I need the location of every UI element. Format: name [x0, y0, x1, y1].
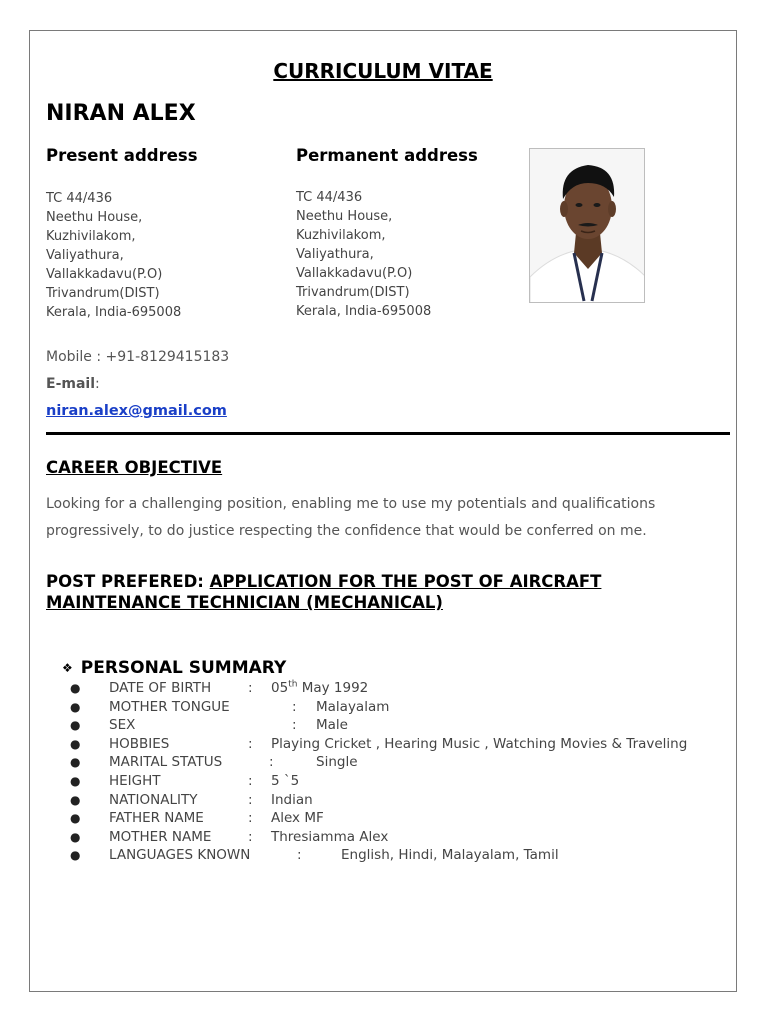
personal-summary-heading — [62, 658, 286, 678]
item-colon: : — [248, 735, 253, 752]
permanent-address-block — [296, 188, 431, 321]
item-colon: : — [269, 754, 274, 771]
item-label: SEX — [109, 717, 136, 734]
post-preferred-value: APPLICATION FOR THE POST OF AIRCRAFT MAINTENANCE TECHNICIAN (MECHANICAL) — [46, 572, 602, 612]
permanent-address-heading: Permanent address — [296, 146, 478, 165]
career-objective-text: Looking for a challenging position, enabling me to use my potentials and qualifications progressively, to do justice respecting the confidence that would be conferred on me. — [46, 496, 656, 539]
address-line: TC 44/436 — [46, 191, 113, 206]
item-colon: : — [297, 847, 302, 864]
bullet-icon: ● — [70, 699, 81, 714]
bullet-icon: ● — [70, 829, 81, 844]
item-label: MARITAL STATUS — [109, 754, 223, 771]
item-value: 5 `5 — [271, 772, 300, 789]
item-colon: : — [248, 810, 253, 827]
item-label: MOTHER NAME — [109, 828, 212, 845]
address-line: Kuzhivilakom, — [296, 228, 386, 243]
bullet-icon: ● — [70, 755, 81, 770]
address-line: Neethu House, — [296, 209, 393, 224]
item-value: English, Hindi, Malayalam, Tamil — [341, 847, 559, 864]
dob-suffix: th — [288, 679, 298, 690]
bullet-icon: ● — [70, 773, 81, 788]
item-colon: : — [248, 828, 253, 845]
item-label: DATE OF BIRTH — [109, 680, 212, 696]
address-line: Kuzhivilakom, — [46, 229, 136, 244]
email-link[interactable]: niran.alex@gmail.com — [46, 403, 227, 419]
item-value: Male — [316, 717, 348, 734]
item-value: Playing Cricket , Hearing Music , Watching Movies & Traveling — [271, 735, 688, 752]
address-line: Neethu House, — [46, 210, 143, 225]
bullet-icon: ● — [70, 681, 81, 695]
item-value: Alex MF — [271, 810, 324, 827]
item-colon: : — [248, 680, 253, 696]
address-line: Kerala, India-695008 — [46, 305, 182, 320]
candidate-name: NIRAN ALEX — [46, 101, 196, 126]
item-colon: : — [292, 698, 297, 715]
item-label: HOBBIES — [109, 735, 170, 752]
diamond-bullet-icon: ❖ — [62, 661, 73, 675]
mobile-number: Mobile : +91-8129415183 — [46, 349, 230, 365]
document-title: CURRICULUM VITAE — [273, 59, 493, 83]
bullet-icon: ● — [70, 736, 81, 751]
item-value: Malayalam — [316, 698, 390, 715]
cv-page — [29, 30, 737, 992]
bullet-icon: ● — [70, 848, 81, 863]
item-label: LANGUAGES KNOWN — [109, 847, 251, 864]
item-colon: : — [248, 772, 253, 789]
person-portrait-icon — [530, 149, 645, 303]
item-colon: : — [292, 717, 297, 734]
personal-summary-title: PERSONAL SUMMARY — [80, 658, 287, 678]
section-divider — [46, 432, 730, 435]
address-line: Vallakkadavu(P.O) — [296, 266, 413, 281]
item-label: FATHER NAME — [109, 810, 204, 827]
email-label-colon: : — [95, 376, 100, 392]
item-value: Thresiamma Alex — [271, 828, 389, 845]
bullet-icon: ● — [70, 811, 81, 826]
item-label: MOTHER TONGUE — [109, 698, 230, 715]
bullet-icon: ● — [70, 792, 81, 807]
item-value: Indian — [271, 791, 313, 808]
address-line: Vallakkadavu(P.O) — [46, 267, 163, 282]
item-colon: : — [248, 791, 253, 808]
post-preferred — [46, 571, 686, 613]
present-address-block — [46, 189, 181, 322]
item-value — [271, 679, 368, 698]
career-objective-heading: CAREER OBJECTIVE — [46, 458, 223, 477]
address-line: Valiyathura, — [296, 247, 374, 262]
profile-photo — [529, 148, 645, 303]
item-value: Single — [316, 754, 358, 771]
email-label-text: E-mail — [46, 376, 96, 392]
dob-rest: May 1992 — [297, 680, 369, 696]
email-label — [46, 376, 100, 392]
bullet-icon: ● — [70, 718, 81, 733]
address-line: TC 44/436 — [296, 190, 363, 205]
present-address-heading: Present address — [46, 146, 198, 165]
address-line: Trivandrum(DIST) — [296, 285, 410, 300]
address-line: Kerala, India-695008 — [296, 304, 432, 319]
post-preferred-label: POST PREFERED: — [46, 572, 210, 591]
address-line: Trivandrum(DIST) — [46, 286, 160, 301]
address-line: Valiyathura, — [46, 248, 124, 263]
dob-day: 05 — [271, 680, 289, 696]
item-label: HEIGHT — [109, 772, 161, 789]
item-label: NATIONALITY — [109, 791, 198, 808]
